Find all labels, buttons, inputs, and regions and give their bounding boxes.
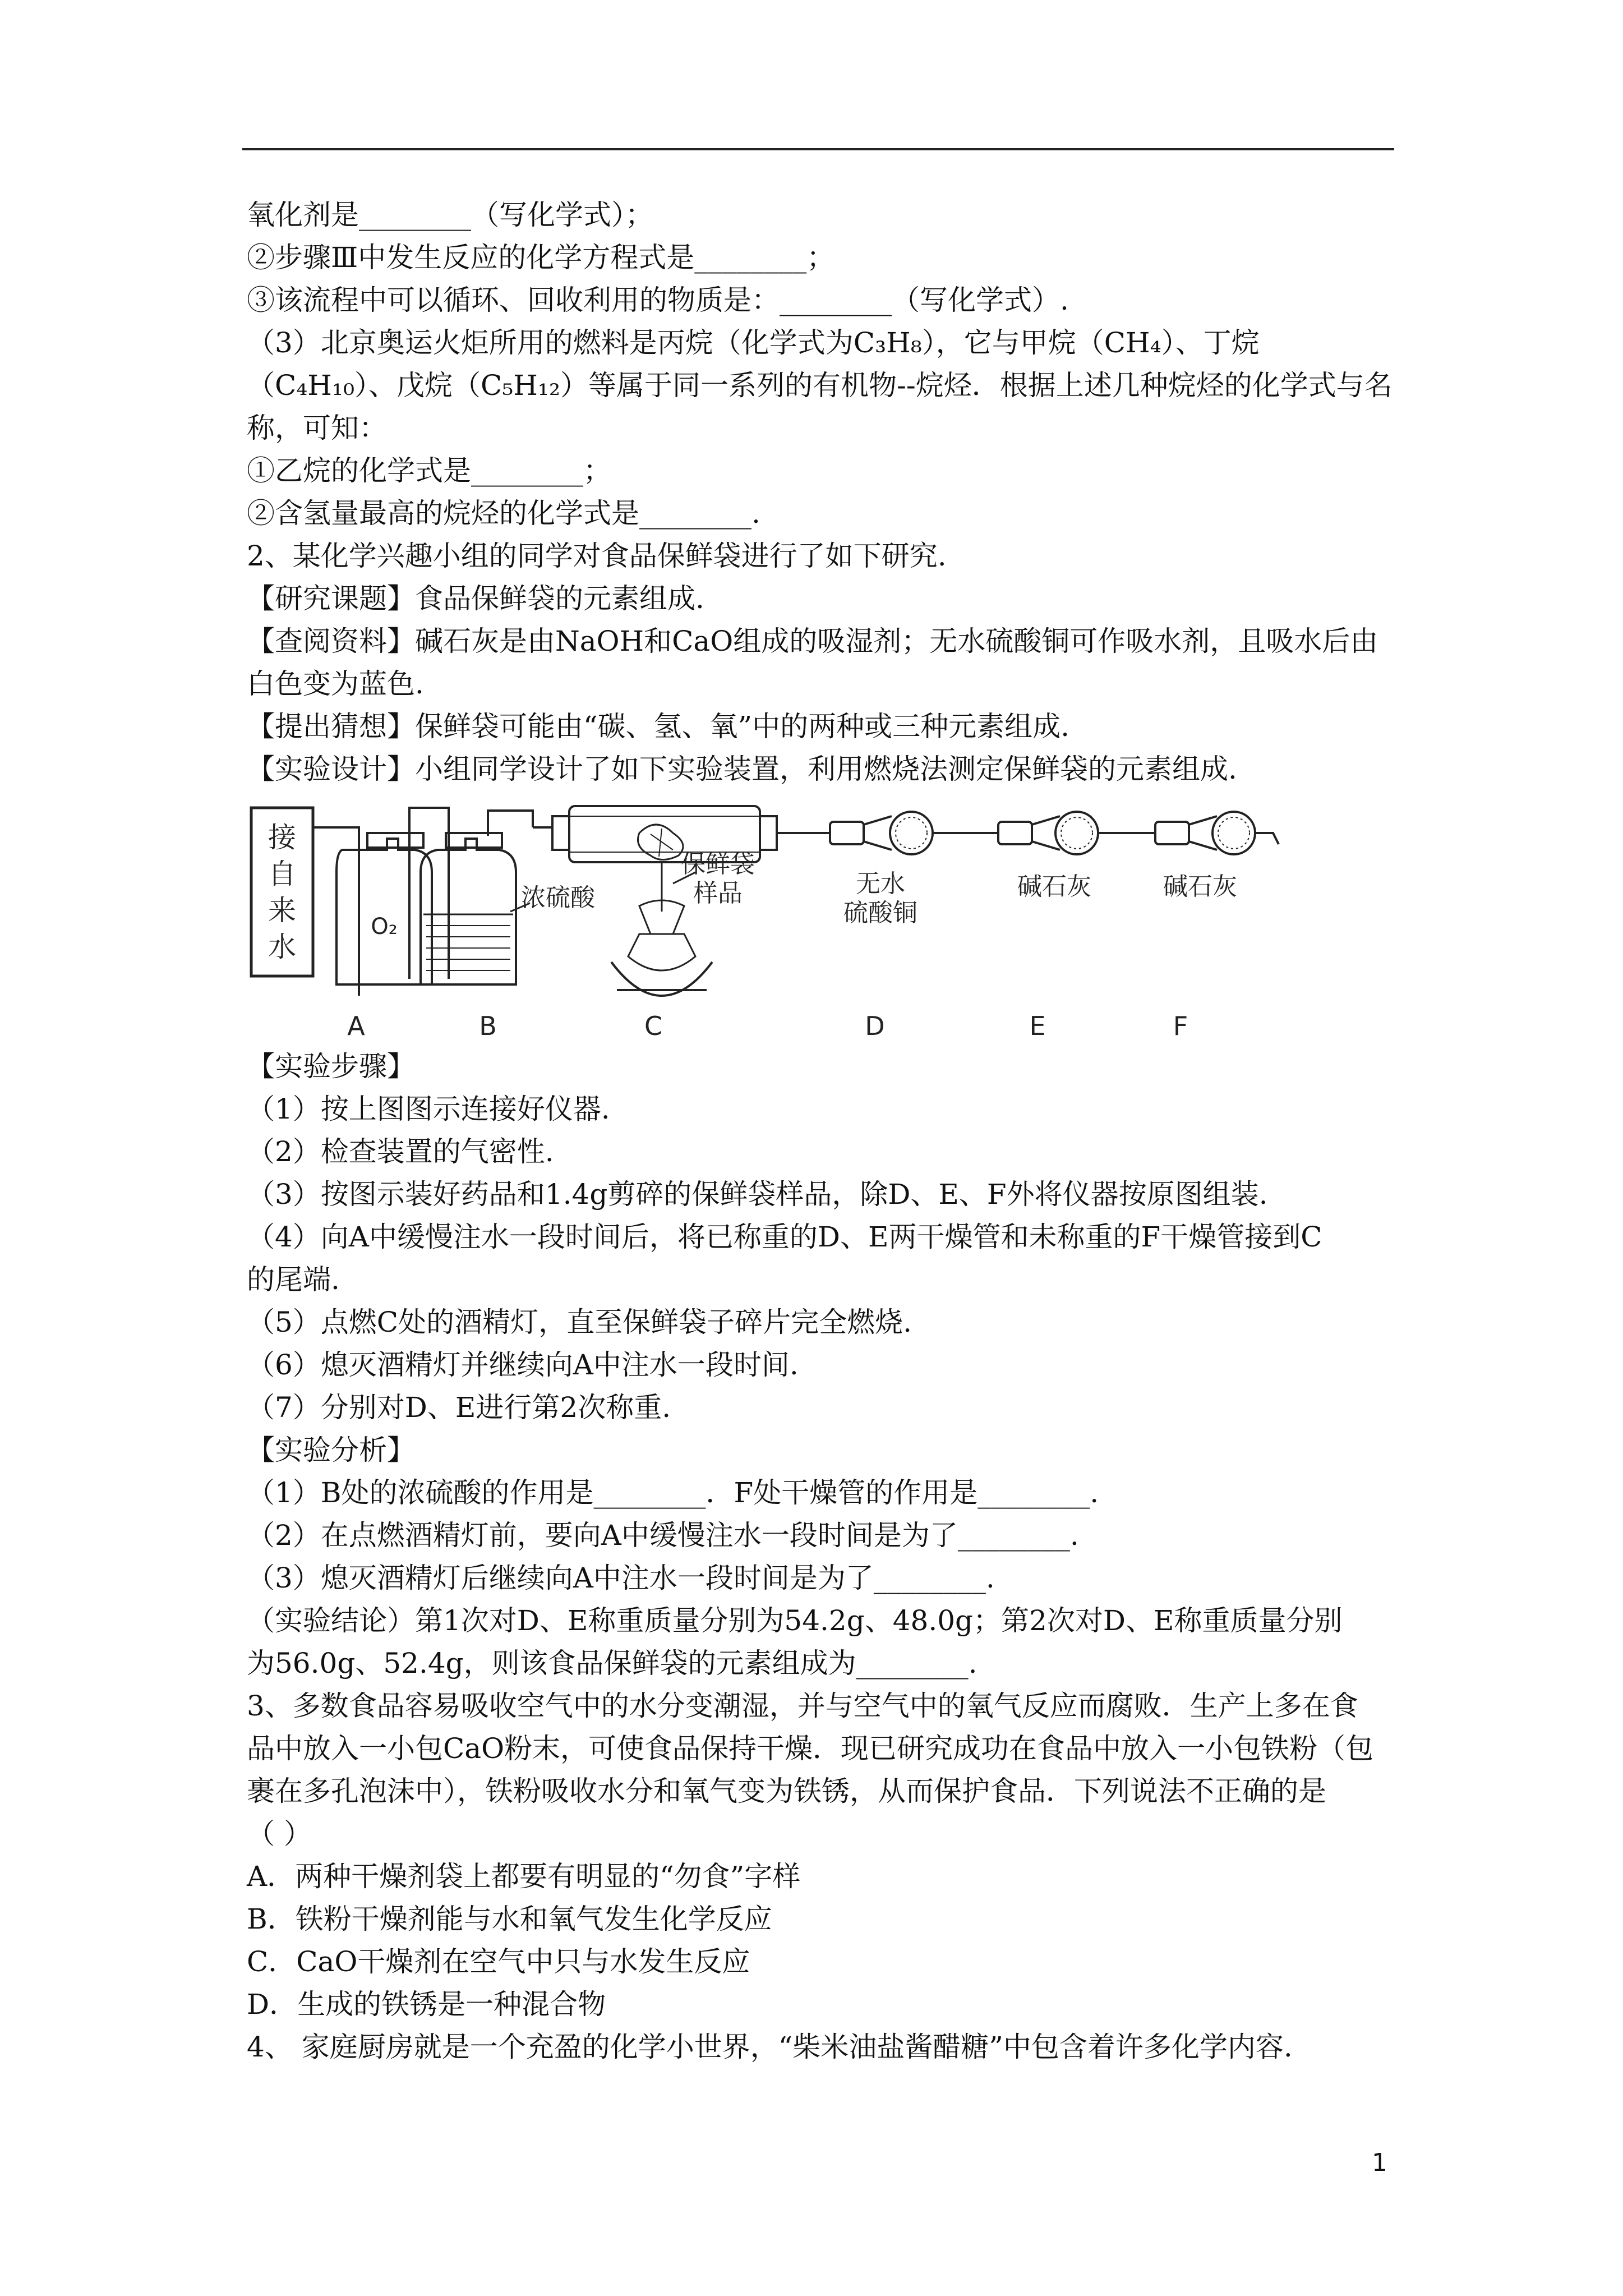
text-line: （实验结论）第1次对D、E称重质量分别为54.2g、48.0g；第2次对D、E称重质量分别 — [247, 1604, 1343, 1637]
text-line: 4、 家庭厨房就是一个充盈的化学小世界，“柴米油盐酱醋糖”中包含着许多化学内容. — [247, 2031, 1293, 2063]
text-line: （5）点燃C处的酒精灯，直至保鲜袋子碎片完全燃烧. — [247, 1306, 912, 1338]
text-line: （2）在点燃酒精灯前，要向A中缓慢注水一段时间是为了________. — [247, 1519, 1079, 1552]
header-rule — [242, 148, 1394, 150]
text-line: D．生成的铁锈是一种混合物 — [247, 1988, 606, 2021]
acid-label: 浓硫酸 — [521, 884, 595, 912]
text-line: （1）B处的浓硫酸的作用是________．F处干燥管的作用是________. — [247, 1476, 1099, 1509]
text-part-1 — [247, 194, 1402, 790]
apparatus-f-lime-tube — [1155, 812, 1279, 901]
text-part-2 — [247, 1045, 1402, 2068]
apparatus-d-cuso4-tube — [830, 812, 998, 927]
text-line: （7）分别对D、E进行第2次称重. — [247, 1391, 671, 1424]
text-line: 为56.0g、52.4g，则该食品保鲜袋的元素组成为________. — [247, 1647, 978, 1680]
page-content — [247, 194, 1402, 2068]
lime-label-f: 碱石灰 — [1163, 872, 1237, 901]
text-line: 品中放入一小包CaO粉末，可使食品保持干燥．现已研究成功在食品中放入一小包铁粉（包 — [247, 1732, 1374, 1765]
text-line: 氧化剂是________（写化学式）； — [247, 199, 653, 231]
text-line: 3、多数食品容易吸收空气中的水分变潮湿，并与空气中的氧气反应而腐败．生产上多在食 — [247, 1690, 1358, 1722]
text-line: ①乙烷的化学式是________； — [247, 454, 611, 487]
cuso4-label-line1: 无水 — [856, 869, 905, 898]
text-line: ②步骤Ⅲ中发生反应的化学方程式是________； — [247, 241, 835, 274]
text-line: ②含氢量最高的烷烃的化学式是________. — [247, 497, 760, 530]
page-number: 1 — [1372, 2148, 1387, 2177]
text-line: 2、某化学兴趣小组的同学对食品保鲜袋进行了如下研究. — [247, 540, 947, 572]
experiment-apparatus-figure — [247, 794, 1368, 1041]
text-line: 【实验设计】小组同学设计了如下实验装置，利用燃烧法测定保鲜袋的元素组成. — [247, 753, 1237, 785]
label-c: C — [644, 1011, 663, 1041]
cuso4-label-line2: 硫酸铜 — [843, 899, 917, 927]
apparatus-a-water-box — [251, 808, 313, 976]
text-line: 白色变为蓝色. — [247, 668, 424, 700]
text-line: （1）按上图图示连接好仪器. — [247, 1093, 610, 1125]
text-line: （C₄H₁₀）、戊烷（C₅H₁₂）等属于同一系列的有机物--烷烃．根据上述几种烷烃的化学式与名 — [247, 369, 1393, 402]
text-line: （3）按图示装好药品和1.4g剪碎的保鲜袋样品，除D、E、F外将仪器按原图组装. — [247, 1178, 1268, 1211]
box-char-0: 接 — [268, 821, 296, 854]
label-a: A — [347, 1011, 365, 1041]
label-e: E — [1029, 1011, 1046, 1041]
apparatus-e-lime-tube — [998, 812, 1155, 901]
box-char-2: 来 — [268, 894, 296, 927]
text-line: （ ） — [247, 1818, 312, 1850]
label-f: F — [1173, 1011, 1188, 1041]
text-line: 【查阅资料】碱石灰是由NaOH和CaO组成的吸湿剂；无水硫酸铜可作吸水剂，且吸水后由 — [247, 625, 1378, 657]
text-line: （3）熄灭酒精灯后继续向A中注水一段时间是为了________. — [247, 1562, 995, 1594]
sample-label-line1: 保鲜袋 — [681, 850, 755, 878]
text-line: （2）检查装置的气密性. — [247, 1135, 554, 1168]
text-line: （3）北京奥运火炬所用的燃料是丙烷（化学式为C₃H₈），它与甲烷（CH₄）、丁烷 — [247, 326, 1260, 359]
text-line: 【提出猜想】保鲜袋可能由“碳、氢、氧”中的两种或三种元素组成. — [247, 710, 1070, 743]
text-line: B．铁粉干燥剂能与水和氧气发生化学反应 — [247, 1903, 772, 1935]
label-d: D — [865, 1011, 885, 1041]
text-line: 裹在多孔泡沫中），铁粉吸收水分和氧气变为铁锈，从而保护食品．下列说法不正确的是 — [247, 1775, 1326, 1807]
text-line: ③该流程中可以循环、回收利用的物质是：________（写化学式）. — [247, 284, 1069, 316]
box-char-3: 水 — [268, 931, 296, 963]
text-line: 【研究课题】食品保鲜袋的元素组成. — [247, 582, 704, 615]
apparatus-a-oxygen-bottle — [313, 808, 449, 996]
text-line: A．两种干燥剂袋上都要有明显的“勿食”字样 — [247, 1860, 801, 1893]
text-line: 称，可知： — [247, 412, 387, 444]
text-line: 【实验步骤】 — [247, 1050, 415, 1083]
text-line: （6）熄灭酒精灯并继续向A中注水一段时间. — [247, 1349, 799, 1381]
gas-label: O₂ — [371, 914, 398, 940]
sample-label-line2: 样品 — [693, 879, 743, 908]
box-char-1: 自 — [268, 858, 296, 890]
text-line: 的尾端. — [247, 1263, 340, 1296]
lime-label-e: 碱石灰 — [1017, 872, 1091, 901]
label-b: B — [479, 1011, 497, 1041]
text-line: 【实验分析】 — [247, 1434, 415, 1466]
text-line: C．CaO干燥剂在空气中只与水发生反应 — [247, 1945, 750, 1978]
text-line: （4）向A中缓慢注水一段时间后，将已称重的D、E两干燥管和未称重的F干燥管接到C — [247, 1221, 1322, 1253]
